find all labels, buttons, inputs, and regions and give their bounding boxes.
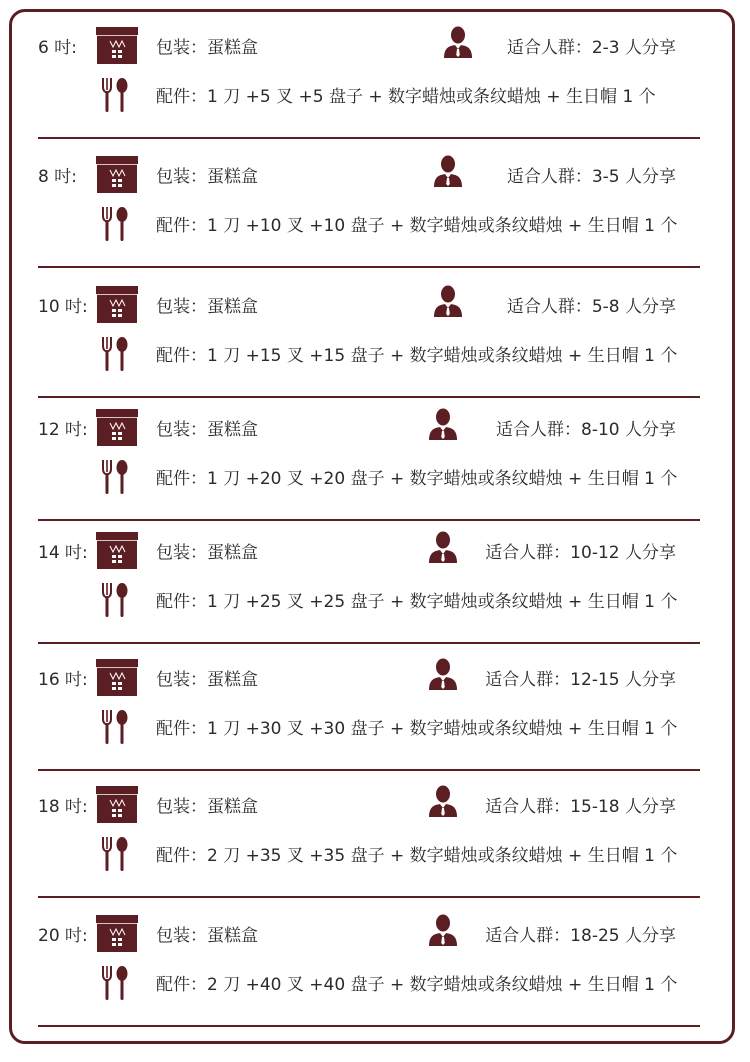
fork-spoon-icon xyxy=(100,837,130,871)
person-icon xyxy=(433,285,463,317)
accessories-label: 配件：2 刀 +40 叉 +40 盘子 + 数字蜡烛或条纹蜡烛 + 生日帽 1 个 xyxy=(156,975,678,995)
serving-size-label: 适合人群：18-25 人分享 xyxy=(485,926,676,946)
cake-box-icon xyxy=(96,786,138,824)
cake-box-icon xyxy=(96,659,138,697)
fork-spoon-icon xyxy=(100,207,130,241)
accessories-label: 配件：1 刀 +5 叉 +5 盘子 + 数字蜡烛或条纹蜡烛 + 生日帽 1 个 xyxy=(156,87,656,107)
cake-size-label: 20 吋: xyxy=(38,926,88,946)
package-label: 包装：蛋糕盒 xyxy=(156,420,258,440)
size-spec-row xyxy=(38,392,700,521)
serving-size-label: 适合人群：3-5 人分享 xyxy=(506,167,676,187)
row-divider xyxy=(38,266,700,268)
person-icon xyxy=(428,914,458,946)
cake-box-icon xyxy=(96,915,138,953)
person-icon xyxy=(428,531,458,563)
size-spec-row xyxy=(38,10,700,139)
package-label: 包装：蛋糕盒 xyxy=(156,670,258,690)
serving-size-label: 适合人群：10-12 人分享 xyxy=(485,543,676,563)
package-label: 包装：蛋糕盒 xyxy=(156,297,258,317)
cake-size-label: 14 吋: xyxy=(38,543,88,563)
fork-spoon-icon xyxy=(100,966,130,1000)
package-label: 包装：蛋糕盒 xyxy=(156,38,258,58)
package-label: 包装：蛋糕盒 xyxy=(156,167,258,187)
cake-size-label: 16 吋: xyxy=(38,670,88,690)
accessories-label: 配件：2 刀 +35 叉 +35 盘子 + 数字蜡烛或条纹蜡烛 + 生日帽 1 个 xyxy=(156,846,678,866)
package-label: 包装：蛋糕盒 xyxy=(156,543,258,563)
serving-size-label: 适合人群：15-18 人分享 xyxy=(485,797,676,817)
cake-box-icon xyxy=(96,156,138,194)
fork-spoon-icon xyxy=(100,583,130,617)
row-divider xyxy=(38,1025,700,1027)
package-label: 包装：蛋糕盒 xyxy=(156,926,258,946)
serving-size-label: 适合人群：5-8 人分享 xyxy=(506,297,676,317)
size-spec-row xyxy=(38,515,700,644)
accessories-label: 配件：1 刀 +15 叉 +15 盘子 + 数字蜡烛或条纹蜡烛 + 生日帽 1 个 xyxy=(156,346,678,366)
cake-size-label: 18 吋: xyxy=(38,797,88,817)
person-icon xyxy=(428,658,458,690)
cake-size-label: 8 吋: xyxy=(38,167,77,187)
size-spec-row xyxy=(38,769,700,898)
cake-box-icon xyxy=(96,532,138,570)
package-label: 包装：蛋糕盒 xyxy=(156,797,258,817)
accessories-label: 配件：1 刀 +30 叉 +30 盘子 + 数字蜡烛或条纹蜡烛 + 生日帽 1 个 xyxy=(156,719,678,739)
cake-box-icon xyxy=(96,286,138,324)
cake-size-label: 10 吋: xyxy=(38,297,88,317)
serving-size-label: 适合人群：2-3 人分享 xyxy=(506,38,676,58)
serving-size-label: 适合人群：8-10 人分享 xyxy=(496,420,676,440)
person-icon xyxy=(443,26,473,58)
serving-size-label: 适合人群：12-15 人分享 xyxy=(485,670,676,690)
size-spec-row xyxy=(38,642,700,771)
cake-size-label: 12 吋: xyxy=(38,420,88,440)
size-spec-row xyxy=(38,139,700,268)
person-icon xyxy=(428,408,458,440)
fork-spoon-icon xyxy=(100,337,130,371)
fork-spoon-icon xyxy=(100,460,130,494)
person-icon xyxy=(433,155,463,187)
cake-box-icon xyxy=(96,409,138,447)
cake-box-icon xyxy=(96,27,138,65)
person-icon xyxy=(428,785,458,817)
cake-size-label: 6 吋: xyxy=(38,38,77,58)
size-spec-row xyxy=(38,269,700,398)
accessories-label: 配件：1 刀 +25 叉 +25 盘子 + 数字蜡烛或条纹蜡烛 + 生日帽 1 个 xyxy=(156,592,678,612)
fork-spoon-icon xyxy=(100,710,130,744)
accessories-label: 配件：1 刀 +20 叉 +20 盘子 + 数字蜡烛或条纹蜡烛 + 生日帽 1 个 xyxy=(156,469,678,489)
fork-spoon-icon xyxy=(100,78,130,112)
size-spec-row xyxy=(38,898,700,1027)
accessories-label: 配件：1 刀 +10 叉 +10 盘子 + 数字蜡烛或条纹蜡烛 + 生日帽 1 个 xyxy=(156,216,678,236)
